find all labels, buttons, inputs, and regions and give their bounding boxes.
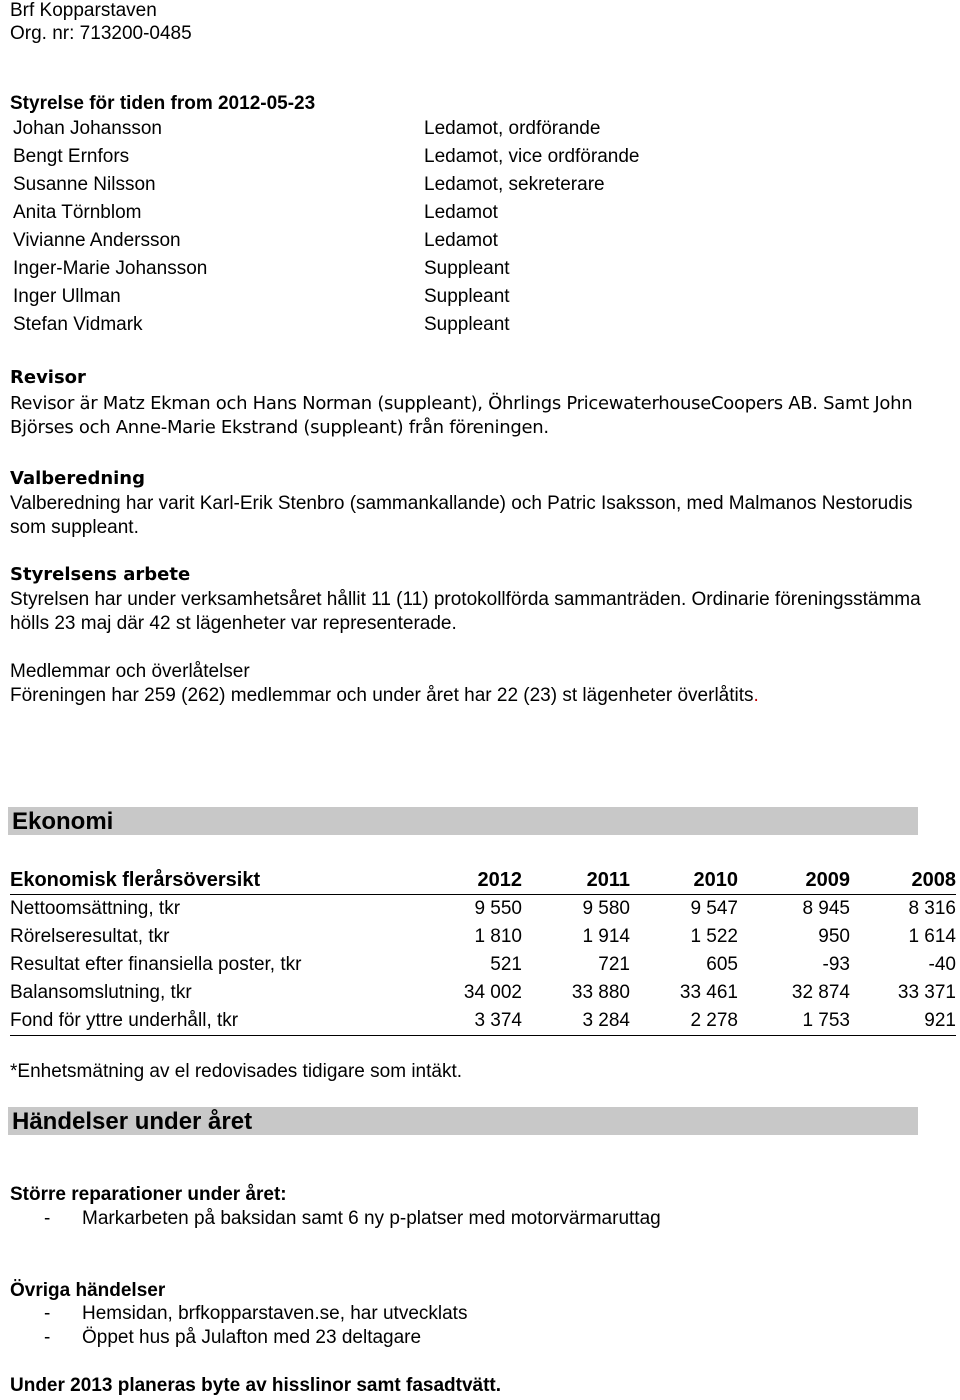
- handelser-section-bar: [8, 1107, 918, 1135]
- table-cell: 8 316: [908, 898, 956, 919]
- medlemmar-title: Medlemmar och överlåtelser: [10, 661, 250, 682]
- valberedning-text: Valberedning har varit Karl-Erik Stenbro (sammankallande) och Patric Isaksson, med Malmanos Nestorudis som suppleant.: [10, 493, 913, 538]
- table-cell: Fond för yttre underhåll, tkr: [10, 1007, 422, 1036]
- board-member-name: Anita Törnblom: [13, 202, 142, 223]
- table-row: [10, 951, 956, 979]
- closing-statement: Under 2013 planeras byte av hisslinor samt fasadtvätt.: [10, 1375, 502, 1396]
- table-cell: -93: [822, 954, 850, 975]
- list-item-text: Hemsidan, brfkopparstaven.se, har utvecklats: [82, 1303, 468, 1324]
- board-member-role: Ledamot, ordförande: [424, 118, 601, 139]
- board-member-name: Susanne Nilsson: [13, 174, 156, 195]
- table-cell: 33 371: [897, 982, 956, 1003]
- board-title: Styrelse för tiden from 2012-05-23: [10, 93, 316, 114]
- table-cell: Resultat efter finansiella poster, tkr: [10, 954, 302, 975]
- table-cell: 33 880: [571, 982, 630, 1003]
- board-member-role: Ledamot, vice ordförande: [424, 146, 640, 167]
- board-member-role: Suppleant: [424, 314, 510, 335]
- board-member-name: Inger-Marie Johansson: [13, 258, 208, 279]
- list-item: [10, 1327, 421, 1349]
- org-name: Brf Kopparstaven: [10, 0, 157, 21]
- table-cell: 1 522: [690, 926, 738, 947]
- handelser-title: Händelser under året: [12, 1108, 253, 1135]
- list-item: [10, 1208, 661, 1230]
- table-row: [10, 923, 956, 951]
- medlemmar-text: Föreningen har 259 (262) medlemmar och under året har 22 (23) st lägenheter överlåtits: [10, 685, 754, 706]
- repairs-title: Större reparationer under året:: [10, 1184, 287, 1205]
- board-member-role: Ledamot, sekreterare: [424, 174, 605, 195]
- board-member-name: Stefan Vidmark: [13, 314, 143, 335]
- table-cell: 605: [706, 954, 738, 975]
- org-number: Org. nr: 713200-0485: [10, 23, 192, 44]
- table-cell: 521: [490, 954, 522, 975]
- table-cell: 32 874: [791, 982, 850, 1003]
- table-header-cell: Ekonomisk flerårsöversikt: [10, 866, 422, 895]
- board-member-name: Vivianne Andersson: [13, 230, 181, 251]
- table-cell: 9 550: [474, 898, 522, 919]
- table-header-cell: 2010: [630, 866, 738, 895]
- table-cell: Balansomslutning, tkr: [10, 982, 192, 1003]
- table-cell: Rörelseresultat, tkr: [10, 926, 170, 947]
- table-header-cell: 2009: [738, 866, 850, 895]
- medlemmar-trailing: .: [753, 685, 759, 706]
- board-member-role: Suppleant: [424, 286, 510, 307]
- board-member-name: Inger Ullman: [13, 286, 121, 307]
- board-member-name: Johan Johansson: [13, 118, 162, 139]
- table-cell: -40: [928, 954, 956, 975]
- styrelsens-arbete-text: Styrelsen har under verksamhetsåret hållit 11 (11) protokollförda sammanträden. Ordinarie föreningsstämma hölls 23 maj där 42 st lägenheter var representerade.: [10, 589, 921, 634]
- table-header-cell: 2011: [522, 866, 630, 895]
- table-cell: 1 914: [582, 926, 630, 947]
- table-row: [10, 979, 956, 1007]
- styrelsens-arbete-title: Styrelsens arbete: [10, 564, 191, 585]
- ekonomi-section-bar: [8, 807, 918, 835]
- table-cell: 921: [850, 1007, 956, 1036]
- table-cell: 1 614: [908, 926, 956, 947]
- board-member-role: Ledamot: [424, 230, 498, 251]
- bullet-dash: -: [44, 1303, 51, 1324]
- table-row: [10, 895, 956, 924]
- ekonomi-footnote: *Enhetsmätning av el redovisades tidigare som intäkt.: [10, 1061, 463, 1082]
- other-events-title: Övriga händelser: [10, 1280, 166, 1301]
- list-item-text: Markarbeten på baksidan samt 6 ny p-platser med motorvärmaruttag: [82, 1208, 661, 1229]
- board-member-role: Ledamot: [424, 202, 498, 223]
- table-cell: 33 461: [679, 982, 738, 1003]
- ekonomi-title: Ekonomi: [12, 808, 114, 835]
- revisor-text: Revisor är Matz Ekman och Hans Norman (suppleant), Öhrlings PricewaterhouseCoopers AB. Samt John Björses och Anne-Marie Ekstrand (suppleant) från föreningen.: [10, 393, 913, 438]
- board-member-role: Suppleant: [424, 258, 510, 279]
- table-cell: Nettoomsättning, tkr: [10, 898, 181, 919]
- valberedning-title: Valberedning: [10, 468, 146, 489]
- table-cell: 34 002: [463, 982, 522, 1003]
- table-cell: 3 374: [422, 1007, 522, 1036]
- table-header-row: [10, 866, 956, 895]
- table-cell: 9 580: [582, 898, 630, 919]
- financial-overview-table: [10, 866, 956, 1036]
- medlemmar-paragraph: [10, 684, 940, 708]
- bullet-dash: -: [44, 1208, 51, 1229]
- table-cell: 1 810: [474, 926, 522, 947]
- table-cell: 950: [818, 926, 850, 947]
- board-member-name: Bengt Ernfors: [13, 146, 130, 167]
- table-cell: 1 753: [738, 1007, 850, 1036]
- table-row: [10, 1007, 956, 1036]
- table-header-cell: 2008: [850, 866, 956, 895]
- list-item: [10, 1303, 467, 1325]
- revisor-title: Revisor: [10, 367, 86, 388]
- table-header-cell: 2012: [422, 866, 522, 895]
- table-cell: 2 278: [630, 1007, 738, 1036]
- table-cell: 721: [598, 954, 630, 975]
- table-cell: 3 284: [522, 1007, 630, 1036]
- list-item-text: Öppet hus på Julafton med 23 deltagare: [82, 1327, 422, 1348]
- bullet-dash: -: [44, 1327, 51, 1348]
- table-cell: 9 547: [690, 898, 738, 919]
- table-cell: 8 945: [802, 898, 850, 919]
